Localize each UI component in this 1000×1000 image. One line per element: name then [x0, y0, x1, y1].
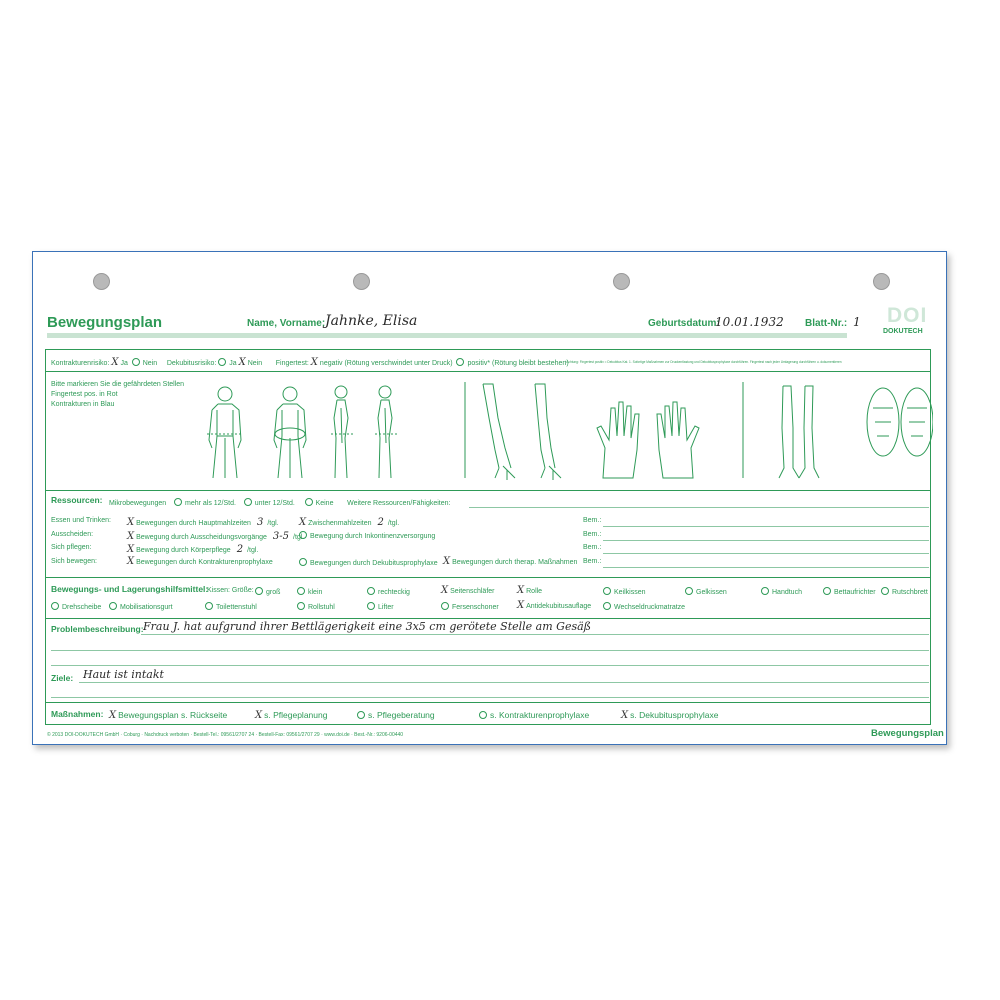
check-mark-icon[interactable]	[299, 531, 307, 539]
hilfsmittel-option[interactable]	[685, 587, 727, 596]
ziele-label: Ziele:	[51, 673, 74, 683]
check-mark-icon[interactable]	[367, 587, 375, 595]
bem-field[interactable]	[603, 567, 929, 568]
bem-field[interactable]	[603, 526, 929, 527]
massnahme-option[interactable]	[109, 710, 227, 720]
hilfsmittel-option[interactable]	[51, 602, 101, 611]
punch-hole	[873, 273, 890, 290]
needs-option-a-label: Bewegung durch Körperpflege	[136, 547, 231, 554]
needs-option-b[interactable]	[299, 531, 435, 540]
check-mark-icon[interactable]	[761, 587, 769, 595]
hand-left-icon	[597, 402, 639, 478]
problem-label: Problembeschreibung:	[51, 624, 144, 634]
fingertest-note: *Achtung: Fingertest positiv = Dekubitus Kat. 1. Sofortige Maßnahmen zur Druckentlastung und Dekubitusprophylaxe durchführen. Fingertest nach jeder Umlagerung durchführen u. dokumentieren	[565, 360, 842, 364]
hilfsmittel-option[interactable]	[881, 587, 928, 596]
check-mark-icon[interactable]	[603, 602, 611, 610]
check-mark-icon[interactable]	[297, 602, 305, 610]
hilfsmittel-option[interactable]	[761, 587, 802, 596]
radio-dekubitus-ja[interactable]	[218, 358, 226, 366]
sheet-label: Blatt-Nr.:	[805, 318, 848, 329]
form-card	[32, 251, 947, 745]
feet-icon	[867, 388, 933, 456]
needs-row-label: Ausscheiden:	[51, 530, 94, 538]
ressourcen-weitere: Weitere Ressourcen/Fähigkeiten:	[347, 500, 451, 507]
needs-value[interactable]: 3-5	[272, 530, 289, 542]
divider	[45, 577, 930, 578]
hilfsmittel-option-label: Wechseldruckmatratze	[614, 604, 686, 611]
logo-subtitle: DOKUTECH	[883, 328, 923, 335]
hilfsmittel-option-label: Lifter	[378, 604, 394, 611]
punch-hole	[93, 273, 110, 290]
check-mark-icon[interactable]	[255, 587, 263, 595]
radio-mehr-als-12[interactable]	[174, 498, 182, 506]
ressourcen-mikro: Mikrobewegungen	[109, 500, 167, 507]
hilfsmittel-option[interactable]	[297, 602, 335, 611]
massnahme-option-label: s. Dekubitusprophylaxe	[630, 710, 719, 720]
check-mark-icon[interactable]	[109, 602, 117, 610]
footer-copyright: © 2013 DOI-DOKUTECH GmbH · Coburg · Nachdruck verboten · Bestell-Tel.: 09561/2707 24 · Bestell-Fax: 09561/2707 29 · www.doi.de · Best.-Nr.: 9206-00440	[47, 732, 404, 738]
massnahme-option[interactable]	[621, 710, 718, 720]
punch-hole	[353, 273, 370, 290]
needs-option-a[interactable]	[127, 555, 273, 567]
check-mark-icon[interactable]: X	[127, 555, 135, 567]
check-mark-icon[interactable]: X	[621, 710, 629, 721]
check-mark-icon[interactable]	[357, 711, 365, 719]
fingertest-positiv: positiv* (Rötung bleibt bestehen)	[467, 360, 569, 367]
bem-field[interactable]	[603, 553, 929, 554]
massnahme-option[interactable]	[357, 710, 435, 720]
check-mark-icon[interactable]	[299, 558, 307, 566]
ressourcen-options	[109, 498, 450, 507]
hilfsmittel-option[interactable]	[823, 587, 876, 596]
logo-mark: DOI	[887, 304, 928, 327]
instruction-line: Kontrakturen in Blau	[51, 401, 115, 408]
name-label: Name, Vorname:	[247, 318, 326, 329]
kontraktur-nein: Nein	[142, 360, 158, 367]
arm-right-icon	[535, 384, 561, 480]
needs-option-b-label: Bewegungen durch Dekubitusprophylaxe	[310, 559, 438, 567]
hilfsmittel-option-label: Mobilisationsgurt	[120, 604, 173, 611]
hilfsmittel-option[interactable]	[205, 602, 257, 611]
hilfsmittel-option-label: Gelkissen	[696, 589, 727, 596]
hilfsmittel-option-label: Toilettenstuhl	[216, 604, 257, 611]
hilfsmittel-label: Bewegungs- und Lagerungshilfsmittel:	[51, 584, 209, 594]
needs-value[interactable]: 2	[377, 517, 384, 528]
dekubitus-nein: Nein	[247, 360, 263, 367]
ressourcen-label: Ressourcen:	[51, 495, 103, 505]
needs-option-a[interactable]	[127, 517, 279, 528]
divider	[45, 371, 930, 372]
divider	[45, 702, 930, 703]
needs-option-b-label: Zwischenmahlzeiten	[308, 520, 372, 527]
check-mark-icon[interactable]: X	[443, 555, 451, 567]
hilfsmittel-option[interactable]	[297, 587, 322, 596]
check-mark-icon[interactable]: X	[255, 710, 263, 721]
needs-option-a[interactable]	[127, 544, 258, 555]
hilfsmittel-option-label: Keilkissen	[614, 589, 646, 596]
instruction-line: Fingertest pos. in Rot	[51, 391, 118, 398]
needs-unit: /tgl.	[387, 520, 400, 527]
ziele-text[interactable]: Haut ist intakt	[83, 668, 164, 681]
radio-unter-12[interactable]	[244, 498, 252, 506]
needs-row-label: Essen und Trinken:	[51, 517, 111, 524]
hilfsmittel-option-label: Bettaufrichter	[834, 589, 876, 596]
hilfsmittel-option[interactable]	[255, 587, 280, 596]
hilfsmittel-option[interactable]	[441, 602, 499, 611]
needs-value[interactable]: 3	[256, 517, 264, 528]
hilfsmittel-option-label: Rolle	[526, 588, 543, 595]
birth-label: Geburtsdatum:	[648, 318, 720, 329]
ziele-line	[79, 682, 929, 683]
needs-value[interactable]: 2	[236, 544, 244, 555]
fingertest-negativ: negativ (Rötung verschwindet unter Druck)	[319, 360, 453, 367]
bem-label: Bem.:	[583, 530, 602, 538]
hilfsmittel-option-label: Antidekubitusauflage	[526, 603, 592, 610]
hilfsmittel-option[interactable]	[367, 587, 410, 596]
divider	[45, 490, 930, 491]
ressourcen-mehr: mehr als 12/Std.	[184, 500, 236, 507]
check-mark-icon[interactable]: X	[127, 544, 135, 555]
hilfsmittel-option-label: Handtuch	[772, 589, 802, 596]
hilfsmittel-option[interactable]	[517, 602, 591, 610]
check-mark-icon[interactable]: X	[127, 530, 135, 542]
needs-unit: /tgl.	[267, 520, 279, 527]
check-mark-icon[interactable]: X	[441, 585, 449, 596]
body-diagrams[interactable]	[193, 378, 933, 490]
massnahme-option-label: s. Pflegeberatung	[368, 710, 435, 720]
fingertest-label: Fingertest:	[275, 360, 309, 367]
check-mark-icon[interactable]	[823, 587, 831, 595]
hilfsmittel-option-label: groß	[266, 589, 281, 596]
check-mark-icon[interactable]	[441, 602, 449, 610]
hand-right-icon	[657, 402, 699, 478]
needs-option-a[interactable]	[127, 531, 304, 542]
needs-option-a-label: Bewegung durch Ausscheidungsvorgänge	[136, 533, 267, 541]
massnahmen-label: Maßnahmen:	[51, 709, 104, 719]
bem-label: Bem.:	[583, 517, 602, 524]
problem-line	[141, 634, 929, 635]
check-mark-icon[interactable]: X	[517, 600, 525, 611]
bem-field[interactable]	[603, 540, 929, 541]
radio-keine[interactable]	[305, 498, 313, 506]
body-front-icon	[207, 387, 243, 478]
needs-unit: /tgl.	[293, 533, 305, 541]
bem-label: Bem.:	[583, 557, 602, 565]
dekubitus-label: Dekubitusrisiko:	[166, 360, 217, 367]
arm-left-icon	[483, 384, 515, 480]
needs-option-a-label: Bewegungen durch Kontrakturenprophylaxe	[136, 558, 273, 566]
check-mark-icon[interactable]	[367, 602, 375, 610]
hilfsmittel-option[interactable]	[603, 602, 685, 611]
check-mark-icon[interactable]: X	[310, 357, 318, 368]
weitere-field[interactable]	[469, 507, 929, 508]
needs-option-b[interactable]	[299, 558, 438, 567]
sheet-value[interactable]: 1	[853, 315, 861, 329]
hilfsmittel-option[interactable]	[441, 587, 494, 595]
bem-label: Bem.:	[583, 544, 602, 551]
needs-option-a-label: Bewegungen durch Hauptmahlzeiten	[136, 520, 251, 527]
dekubitus-ja: Ja	[229, 360, 237, 367]
hilfsmittel-option-label: Seitenschläfer	[450, 588, 495, 595]
check-mark-icon[interactable]	[51, 602, 59, 610]
check-mark-icon[interactable]: X	[517, 585, 525, 596]
divider	[45, 618, 930, 619]
ziele-line	[51, 697, 929, 698]
massnahme-option-label: s. Kontrakturenprophylaxe	[490, 710, 590, 720]
hilfsmittel-option-label: Rollstuhl	[308, 604, 335, 611]
needs-row-label: Sich bewegen:	[51, 557, 97, 565]
check-mark-icon[interactable]: X	[111, 357, 119, 368]
check-mark-icon[interactable]	[479, 711, 487, 719]
instruction-line: Bitte markieren Sie die gefährdeten Stellen	[51, 381, 185, 388]
kissen-label: Kissen: Größe:	[207, 587, 254, 594]
check-mark-icon[interactable]	[297, 587, 305, 595]
birth-value[interactable]: 10.01.1932	[715, 315, 784, 329]
hilfsmittel-option-label: klein	[308, 589, 323, 596]
hilfsmittel-option-label: Drehscheibe	[62, 604, 102, 611]
problem-text[interactable]: Frau J. hat aufgrund ihrer Bettlägerigkeit eine 3x5 cm gerötete Stelle am Gesäß	[143, 620, 592, 633]
massnahme-option-label: s. Pflegeplanung	[264, 710, 328, 720]
check-mark-icon[interactable]	[603, 587, 611, 595]
needs-option-b[interactable]	[299, 517, 399, 528]
needs-row-label: Sich pflegen:	[51, 544, 92, 551]
check-mark-icon[interactable]	[205, 602, 213, 610]
header-rule	[47, 333, 847, 338]
risk-row	[51, 358, 569, 367]
problem-line	[51, 650, 929, 651]
hilfsmittel-option-label: Rutschbrett	[892, 589, 928, 596]
form-title: Bewegungsplan	[47, 314, 163, 331]
hilfsmittel-option[interactable]	[109, 602, 173, 611]
needs-option-c[interactable]	[443, 555, 578, 567]
check-mark-icon[interactable]: X	[299, 517, 307, 528]
punch-hole	[613, 273, 630, 290]
body-side-right-icon	[375, 386, 397, 478]
legs-icon	[779, 386, 819, 478]
kontraktur-label: Kontrakturenrisiko:	[51, 360, 110, 367]
hilfsmittel-option[interactable]	[517, 587, 542, 595]
hilfsmittel-option-label: Fersenschoner	[452, 604, 499, 611]
massnahme-option[interactable]	[255, 710, 327, 720]
hilfsmittel-option[interactable]	[367, 602, 394, 611]
ressourcen-keine: Keine	[315, 500, 334, 507]
problem-line	[51, 665, 929, 666]
ressourcen-unter: unter 12/Std.	[254, 500, 295, 507]
check-mark-icon[interactable]: X	[109, 710, 117, 721]
check-mark-icon[interactable]	[881, 587, 889, 595]
kontraktur-ja: Ja	[120, 360, 128, 367]
massnahme-option-label: Bewegungsplan s. Rückseite	[118, 710, 228, 720]
footer-form-name: Bewegungsplan	[871, 728, 944, 739]
name-value[interactable]: Jahnke, Elisa	[325, 313, 418, 329]
check-mark-icon[interactable]	[685, 587, 693, 595]
radio-kontraktur-nein[interactable]	[132, 358, 140, 366]
needs-unit: /tgl.	[247, 547, 259, 554]
check-mark-icon[interactable]: X	[127, 517, 135, 528]
check-mark-icon[interactable]: X	[238, 357, 246, 368]
hilfsmittel-option[interactable]	[603, 587, 646, 596]
radio-fingertest-positiv[interactable]	[456, 358, 464, 366]
body-back-icon	[274, 387, 306, 478]
hilfsmittel-option-label: rechteckig	[378, 589, 410, 596]
massnahme-option[interactable]	[479, 710, 589, 720]
needs-option-c-label: Bewegungen durch therap. Maßnahmen	[452, 558, 578, 566]
body-side-left-icon	[331, 386, 353, 478]
needs-option-b-label: Bewegung durch Inkontinenzversorgung	[310, 532, 436, 540]
